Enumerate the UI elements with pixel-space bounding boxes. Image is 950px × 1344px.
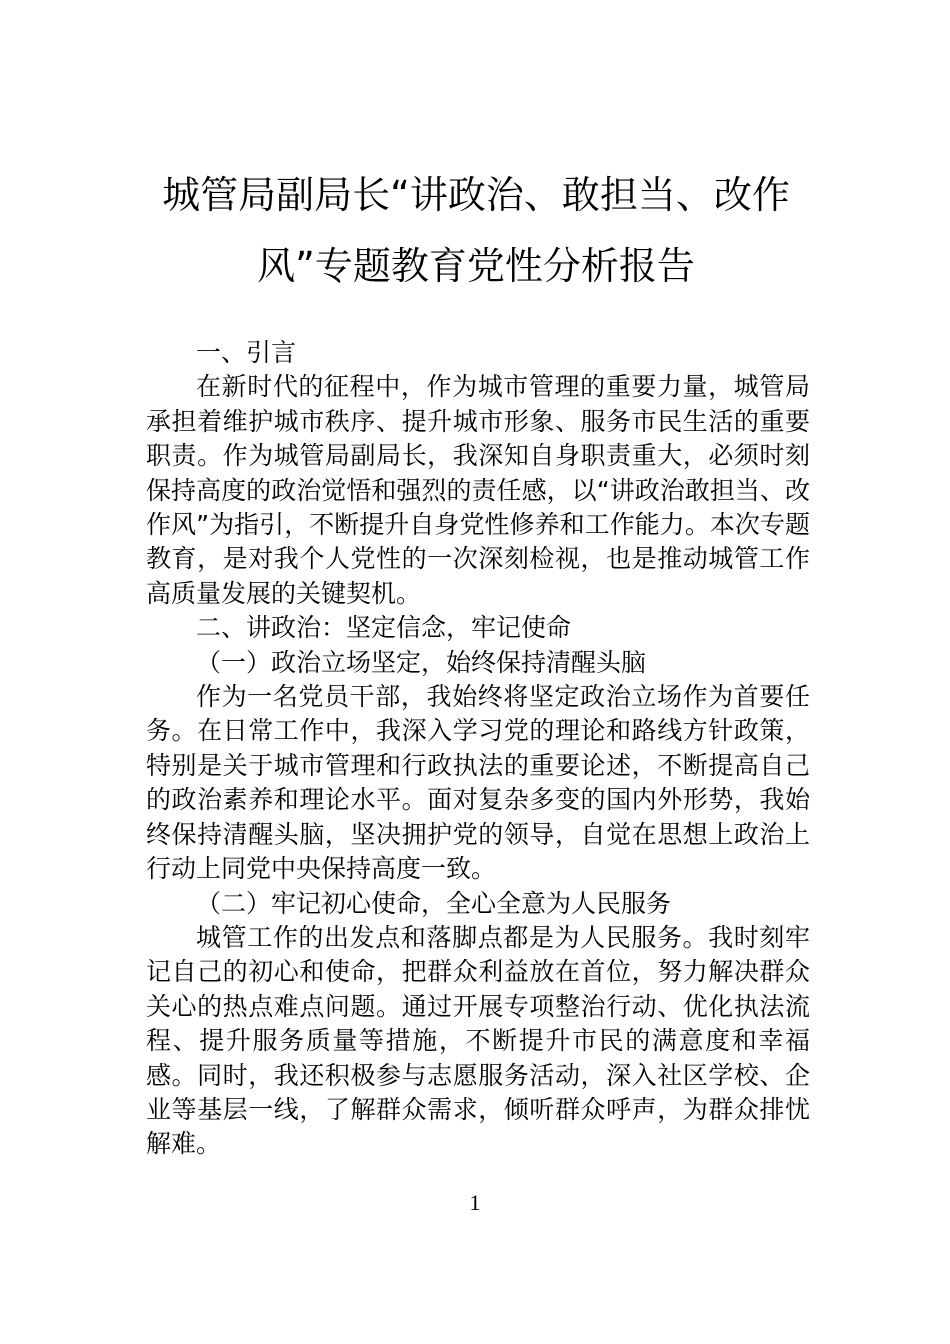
subsection-heading-serve-people: （二）牢记初心使命，全心全意为人民服务 — [196, 888, 672, 918]
paragraph-political-stance: 作为一名党员干部，我始终将坚定政治立场作为首要任务。在日常工作中，我深入学习党的理论和路线方针政策，特别是关于城市管理和行政执法的重要论述，不断提高自己的政治素养和理论水平。面对复杂多变的国内外形势，我始终保持清醒头脑，坚决拥护党的领导，自觉在思想上政治上行动上同党中央保持高度一致。 — [146, 682, 810, 884]
section-heading-introduction: 一、引言 — [196, 338, 297, 367]
paragraph-introduction: 在新时代的征程中，作为城市管理的重要力量，城管局承担着维护城市秩序、提升城市形象、服务市民生活的重要职责。作为城管局副局长，我深知自身职责重大，必须时刻保持高度的政治觉悟和强烈的责任感，以“讲政治敢担当、改作风”为指引，不断提升自身党性修养和工作能力。本次专题教育，是对我个人党性的一次深刻检视，也是推动城管工作高质量发展的关键契机。 — [146, 372, 810, 608]
section-heading-politics: 二、讲政治：坚定信念，牢记使命 — [196, 613, 572, 643]
document-body — [146, 336, 810, 1162]
page-number: 1 — [469, 1190, 481, 1215]
subsection-heading-political-stance: （一）政治立场坚定，始终保持清醒头脑 — [196, 647, 647, 677]
document-title-line-1: 城管局副局长“讲政治、敢担当、改作 — [162, 173, 790, 217]
document-title-line-2: 风”专题教育党性分析报告 — [257, 244, 695, 288]
paragraph-serve-people: 城管工作的出发点和落脚点都是为人民服务。我时刻牢记自己的初心和使命，把群众利益放在首位，努力解决群众关心的热点难点问题。通过开展专项整治行动、优化执法流程、提升服务质量等措施，不断提升市民的满意度和幸福感。同时，我还积极参与志愿服务活动，深入社区学校、企业等基层一线，了解群众需求，倾听群众呼声，为群众排忧解难。 — [146, 922, 810, 1159]
